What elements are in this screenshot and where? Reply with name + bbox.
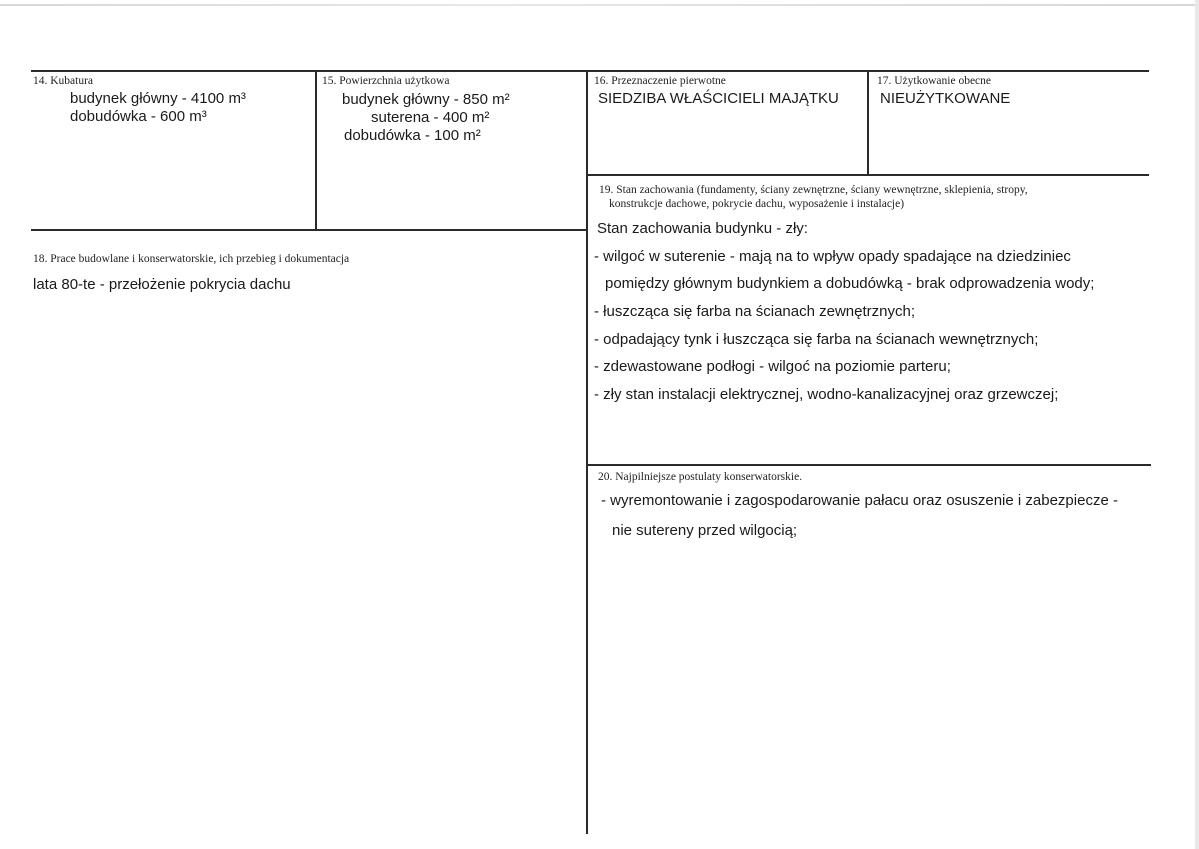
paper-right-edge (1195, 0, 1199, 849)
field-15-line-2: suterena - 400 m² (371, 109, 490, 126)
field-16-value: SIEDZIBA WŁAŚCICIELI MAJĄTKU (598, 90, 839, 107)
field-19-label-line-1: 19. Stan zachowania (fundamenty, ściany zewnętrzne, ściany wewnętrzne, sklepienia, stropy, (599, 184, 1028, 196)
field-18-value: lata 80-te - przełożenie pokrycia dachu (33, 276, 291, 293)
field-17-label: 17. Użytkowanie obecne (877, 75, 992, 87)
field-19-line-4: - łuszcząca się farba na ścianach zewnętrznych; (594, 303, 915, 320)
field-20-line-1: - wyremontowanie i zagospodarowanie pałacu oraz osuszenie i zabezpiecze - (601, 492, 1118, 509)
field-14-line-2: dobudówka - 600 m³ (70, 108, 207, 125)
field-19-line-7: - zły stan instalacji elektrycznej, wodno-kanalizacyjnej oraz grzewczej; (594, 386, 1059, 403)
field-18-label: 18. Prace budowlane i konserwatorskie, ich przebieg i dokumentacja (33, 253, 350, 265)
divider-14-15 (315, 71, 317, 230)
field-19-line-2: - wilgoć w suterenie - mają na to wpływ opady spadające na dziedziniec (594, 248, 1071, 265)
field-16-label: 16. Przeznaczenie pierwotne (594, 75, 726, 87)
field-19-line-5: - odpadający tynk i łuszcząca się farba na ścianach wewnętrznych; (594, 331, 1039, 348)
field-20-label: 20. Najpilniejsze postulaty konserwatorskie. (598, 471, 803, 483)
rule-above-20 (587, 464, 1151, 466)
field-20-line-2: nie sutereny przed wilgocią; (612, 522, 798, 539)
top-rule (31, 70, 1149, 72)
field-15-line-3: dobudówka - 100 m² (344, 127, 481, 144)
divider-left-right (586, 71, 588, 834)
field-17-value: NIEUŻYTKOWANE (880, 90, 1011, 107)
rule-under-14-15 (31, 229, 587, 231)
field-15-label: 15. Powierzchnia użytkowa (322, 75, 450, 87)
field-19-line-1: Stan zachowania budynku - zły: (597, 220, 808, 237)
field-19-line-3: pomiędzy głównym budynkiem a dobudówką - brak odprowadzenia wody; (605, 275, 1095, 292)
field-19-label-line-2: konstrukcje dachowe, pokrycie dachu, wyposażenie i instalacje) (609, 198, 905, 210)
field-19-line-6: - zdewastowane podłogi - wilgoć na poziomie parteru; (594, 358, 951, 375)
paper-top-edge (0, 4, 1199, 6)
field-14-line-1: budynek główny - 4100 m³ (70, 90, 246, 107)
field-14-label: 14. Kubatura (33, 75, 94, 87)
field-15-line-1: budynek główny - 850 m² (342, 91, 510, 108)
divider-16-17 (867, 71, 869, 175)
